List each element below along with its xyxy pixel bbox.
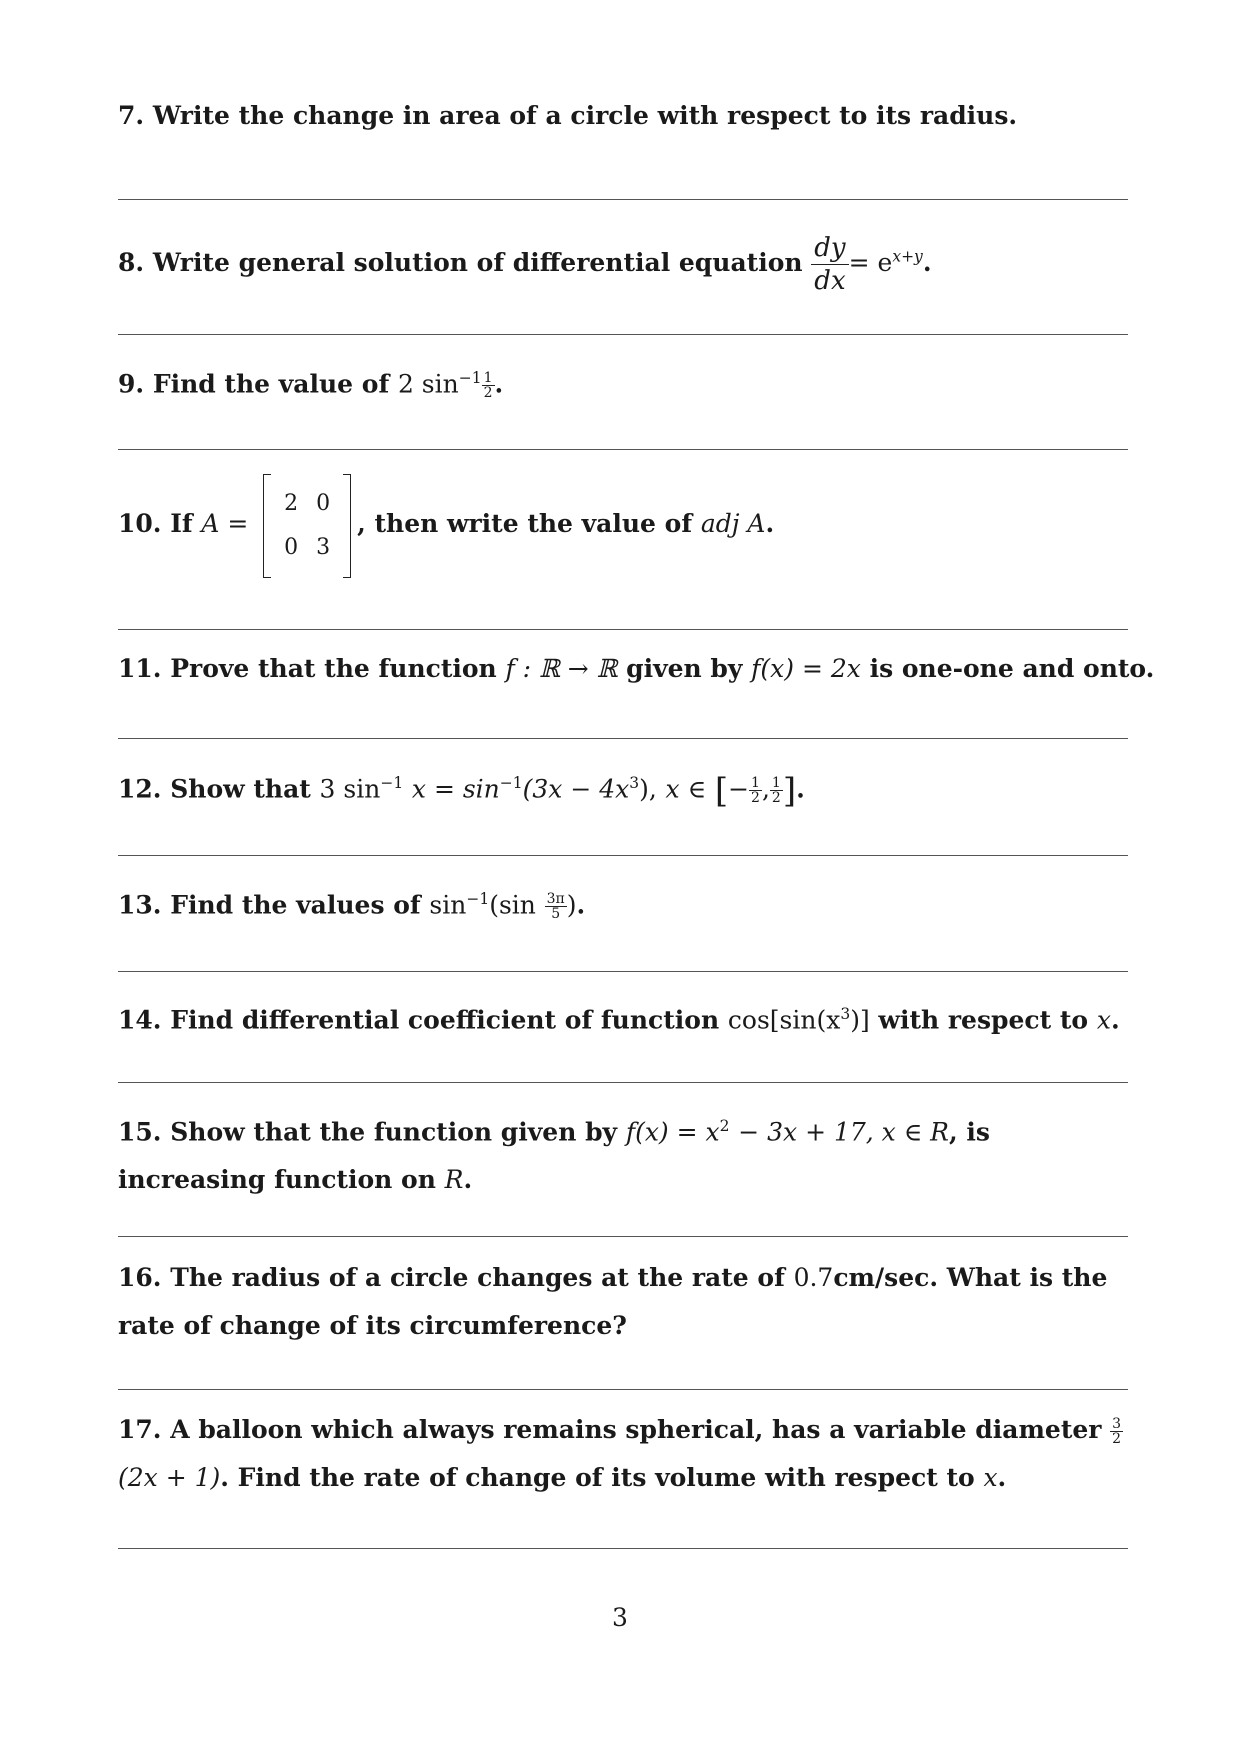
fraction: $\frac{3\pi}{5}$ <box>546 891 565 923</box>
question-12: 12. Show that 3 $\sin^{-1} x = \sin^{-1}(3x - 4x^3)$, x ∈ [− $\frac{1}{2}$ , $\frac{1}{2}$ ]. <box>118 770 805 811</box>
question-text: is one-one and onto. <box>869 654 1155 683</box>
answer-line <box>118 738 1128 739</box>
question-16 <box>118 1254 1128 1350</box>
question-text: , is increasing function on <box>118 1117 990 1195</box>
question-number: 11. <box>118 654 162 683</box>
math-expression: 3 sin <box>319 774 381 804</box>
math-expression: f : ℝ → ℝ <box>505 654 618 683</box>
question-number: 15. <box>118 1117 162 1147</box>
question-10: 10. If A = 2 0 0 3 , then write the value of adj A. <box>118 480 1128 570</box>
question-text: cm/sec. What is the rate of change of its circumference? <box>118 1263 1108 1340</box>
question-13: 13. Find the values of $\sin^{-1}(\sin$ $\frac{3\pi}{5}$ ). <box>118 890 586 923</box>
question-number: 16. <box>118 1263 162 1292</box>
question-text: . Find the rate of change of its volume with respect to <box>220 1463 975 1492</box>
answer-line <box>118 1548 1128 1549</box>
answer-line <box>118 855 1128 856</box>
answer-line <box>118 629 1128 630</box>
question-text: given by <box>626 654 743 683</box>
math-expression: f(x) = x <box>625 1117 720 1147</box>
answer-line <box>118 334 1128 335</box>
question-text: Show that the function given by <box>170 1117 618 1147</box>
question-number: 8. <box>118 248 145 277</box>
question-text: If <box>170 509 193 538</box>
answer-line <box>118 449 1128 450</box>
question-number: 10. <box>118 509 162 538</box>
question-9: 9. Find the value of 2 $\sin^{-1}$ $\frac{1}{2}$ . <box>118 369 504 402</box>
equation-rhs: = e <box>848 248 893 277</box>
exponent: x+y <box>892 247 923 266</box>
fraction: $\frac{1}{2}$ <box>771 775 781 807</box>
answer-line <box>118 971 1128 972</box>
page-number: 3 <box>612 1603 628 1632</box>
math-expression: adj A <box>700 509 766 538</box>
question-text: with respect to <box>878 1005 1089 1035</box>
question-text: , then write the value of <box>357 509 693 538</box>
math-expression: sin <box>429 890 467 920</box>
question-text: The radius of a circle changes at the rate of <box>170 1263 785 1292</box>
math-expression: f(x) = 2x <box>751 654 861 683</box>
question-text: A balloon which always remains spherical, has a variable diameter <box>170 1415 1102 1444</box>
question-text: Find differential coefficient of function <box>170 1005 720 1035</box>
question-number: 14. <box>118 1005 162 1035</box>
matrix-a: 2 0 0 3 <box>263 482 351 570</box>
rate-value: 0.7 <box>793 1263 834 1292</box>
question-8: 8. Write general solution of differential equation $\frac{dy}{dx}$ = $e^{x+y}$. <box>118 233 932 296</box>
fraction: $\frac{1}{2}$ <box>483 370 493 402</box>
math-expression: 2 sin <box>397 369 459 399</box>
question-17: 17. A balloon which always remains spherical, has a variable diameter $\frac{3}{2}$ (2x + 1). Find the rate of change of its volume with respect to x. <box>118 1415 1122 1492</box>
answer-line <box>118 1082 1128 1083</box>
question-11 <box>118 645 1155 693</box>
math-expression: cos[sin(x <box>727 1005 841 1035</box>
question-text: Find the value of <box>152 369 390 399</box>
answer-line <box>118 199 1128 200</box>
question-15: 15. Show that the function given by $f(x) = x^2 - 3x + 17$, x ∈ R, is increasing function on R. <box>118 1117 990 1195</box>
derivative-fraction: $\frac{dy}{dx}$ <box>811 232 848 297</box>
question-text: Find the values of <box>170 890 421 920</box>
answer-line <box>118 1389 1128 1390</box>
question-text: Show that <box>170 774 311 804</box>
question-text: Write the change in area of a circle with respect to its radius. <box>152 101 1018 130</box>
question-7 <box>118 92 1128 140</box>
question-number: 7. <box>118 101 145 130</box>
question-number: 13. <box>118 890 162 920</box>
matrix-variable: A = <box>201 509 249 538</box>
question-number: 12. <box>118 774 162 804</box>
question-text: Prove that the function <box>170 654 497 683</box>
fraction: $\frac{3}{2}$ <box>1112 1416 1122 1447</box>
question-14: 14. Find differential coefficient of function $\cos[\sin(x^3)]$ with respect to x. <box>118 1005 1120 1035</box>
answer-line <box>118 1236 1128 1237</box>
question-number: 17. <box>118 1415 162 1444</box>
question-number: 9. <box>118 369 145 399</box>
question-text: Write general solution of differential equation <box>152 248 803 277</box>
fraction: $\frac{1}{2}$ <box>751 775 760 807</box>
